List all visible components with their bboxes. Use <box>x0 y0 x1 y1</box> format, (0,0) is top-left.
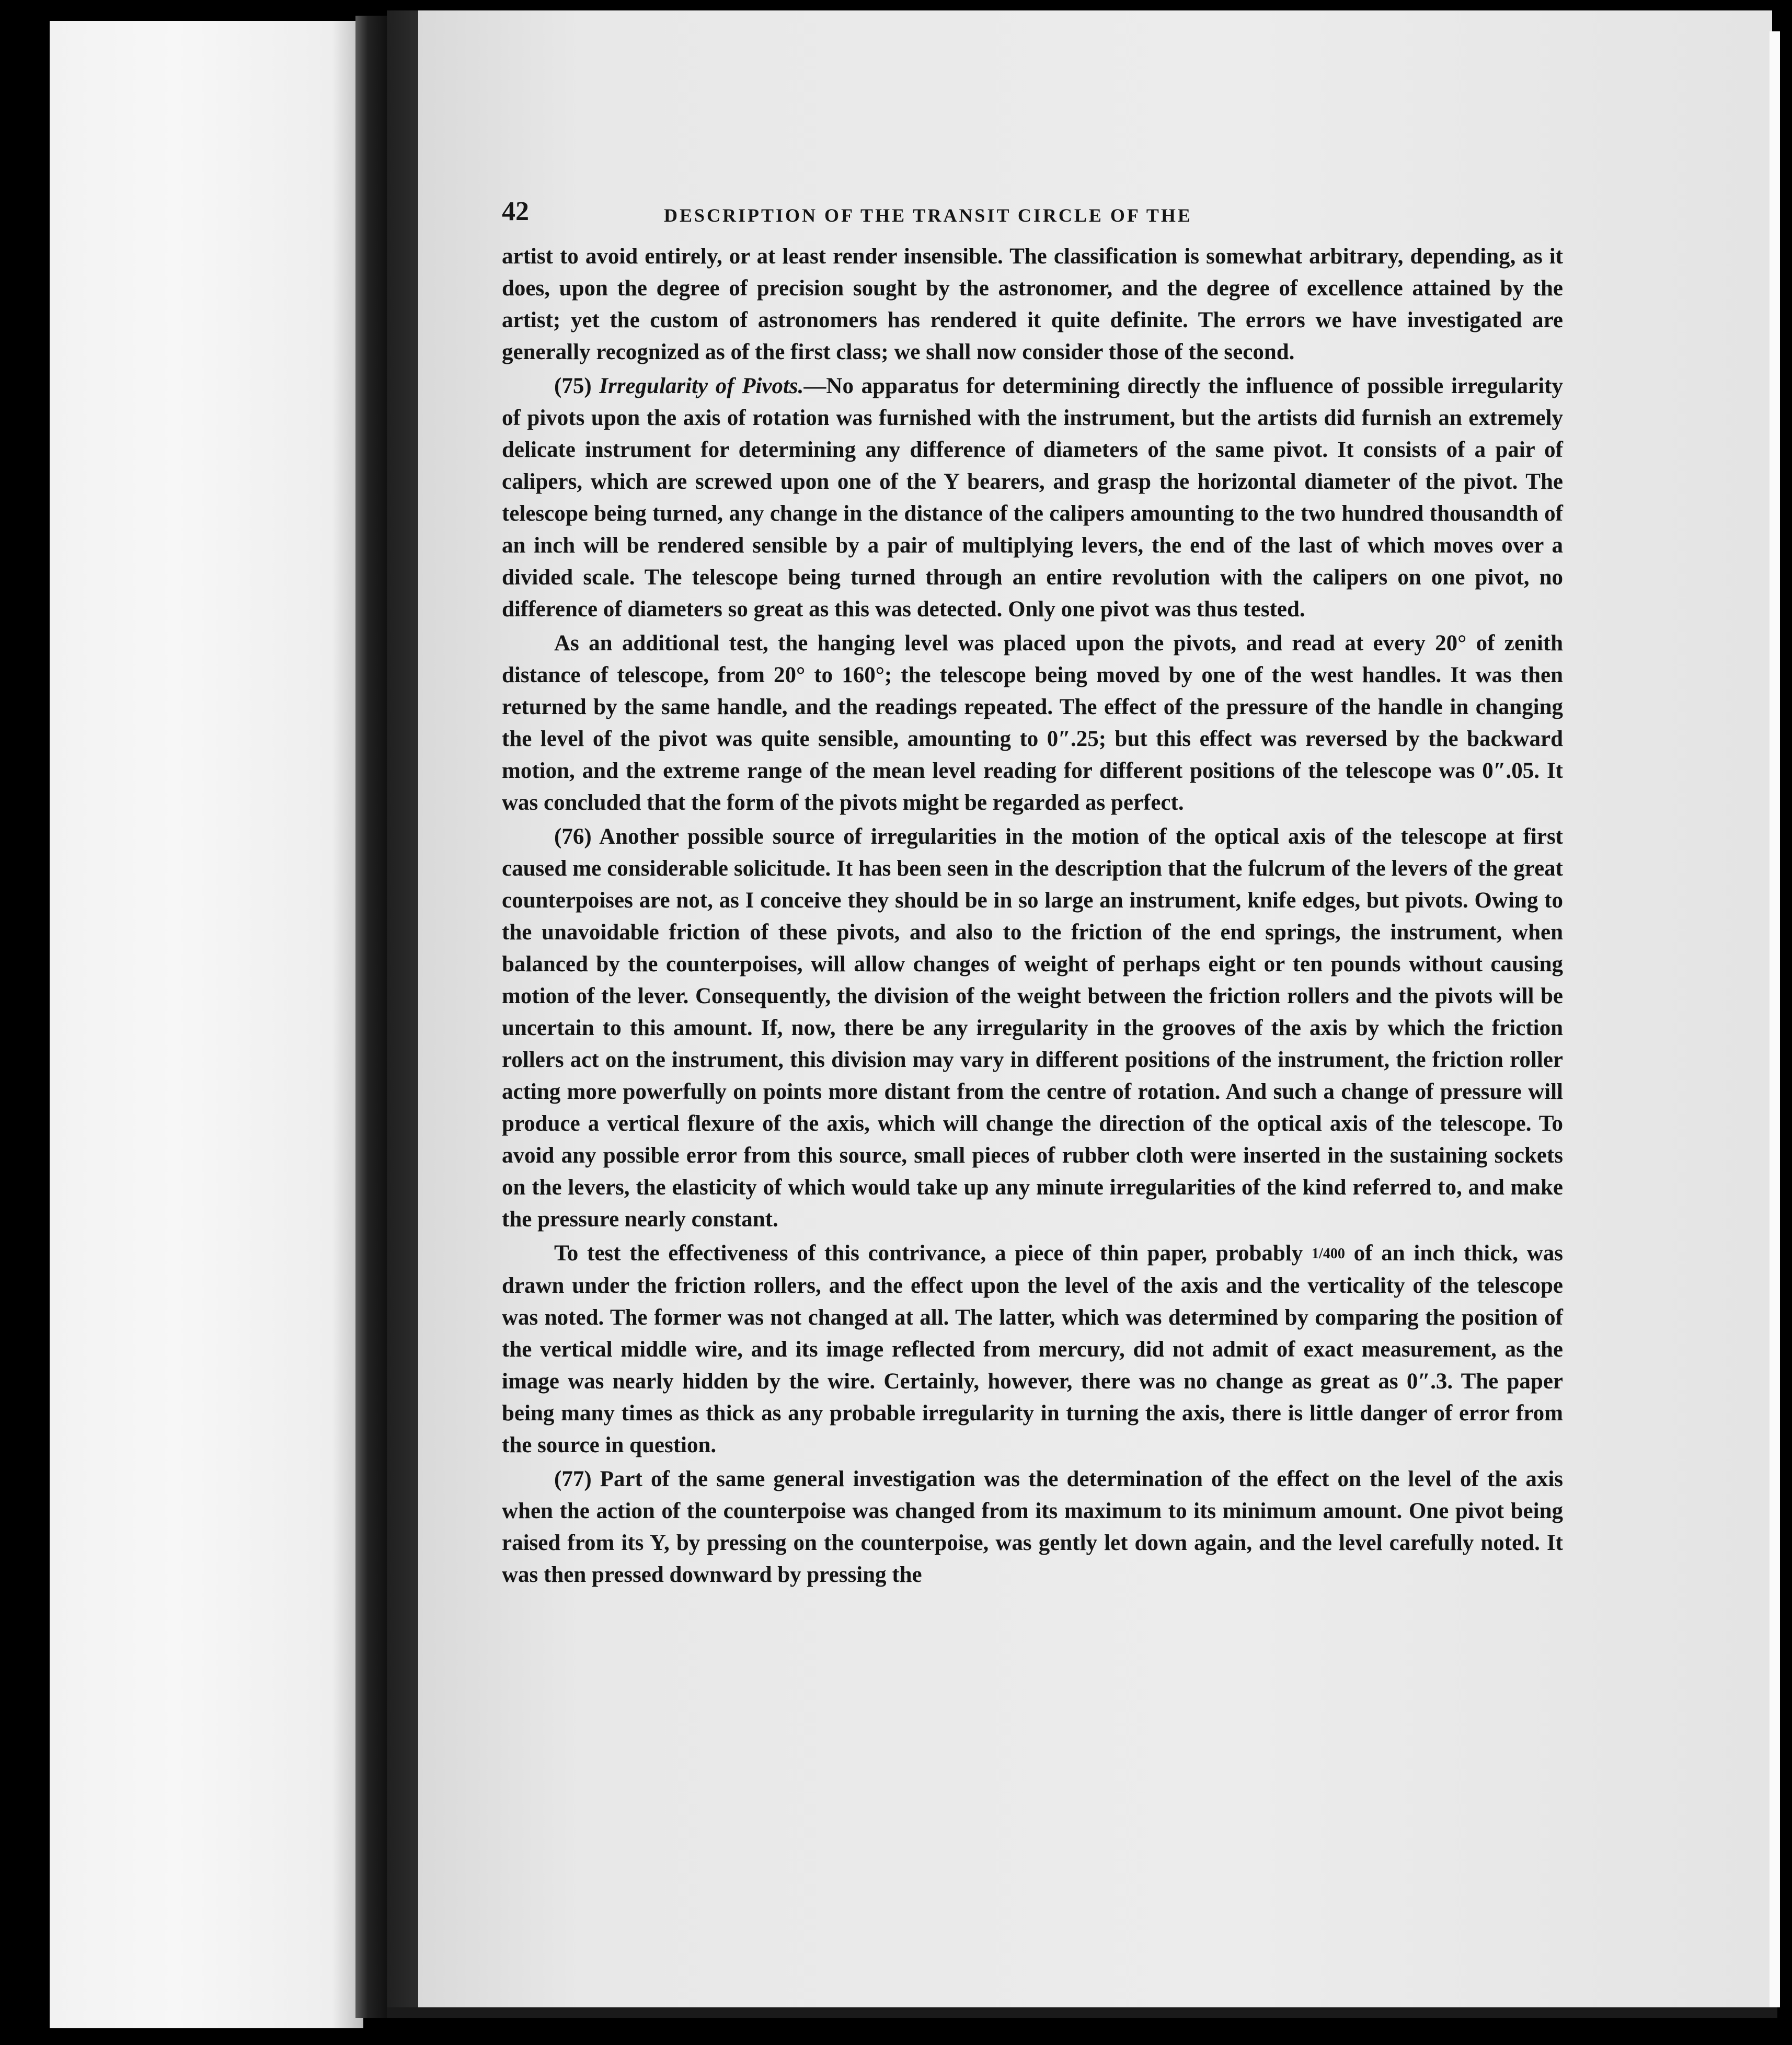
paragraph-rest: of an inch thick, was drawn under the friction rollers, and the effect upon the level of the axis and the verticality of the telescope was noted. The former was not changed at all. The latter, which was determined by comparing the position of the vertical middle wire, and its image reflected from mercury, did not admit of exact measurement, as the image was nearly hidden by the wire. Certainly, however, there was no change as great as 0″.3. The paper being many times as thick as any probable irregularity in turning the axis, there is little danger of error from the source in question. <box>502 1241 1564 1457</box>
paragraph-75 <box>502 370 1563 625</box>
running-title: DESCRIPTION OF THE TRANSIT CIRCLE OF THE <box>664 205 1192 226</box>
paragraph-76: (76) Another possible source of irregularities in the motion of the optical axis of the telescope at first caused me considerable solicitude. It has been seen in the description that the fulcrum of the levers of the great counterpoises are not, as I conceive they should be in so large an instrument, knife edges, but pivots. Owing to the unavoidable friction of these pivots, and also to the friction of the end springs, the instrument, when balanced by the counterpoises, will allow changes of weight of perhaps eight or ten pounds without causing motion of the lever. Consequently, the division of the weight between the friction rollers and the pivots will be uncertain to this amount. If, now, there be any irregularity in the grooves of the axis by which the friction rollers act on the instrument, this division may vary in different positions of the instrument, the friction roller acting more powerfully on points more distant from the centre of rotation. And such a change of pressure will produce a vertical flexure of the axis, which will change the direction of the optical axis of the telescope. To avoid any possible error from this source, small pieces of rubber cloth were inserted in the sustaining sockets on the levers, the elasticity of which would take up any minute irregularities of the kind referred to, and make the pressure nearly constant. <box>502 824 1563 1232</box>
running-head <box>502 193 1563 235</box>
section-number: (75) <box>554 374 592 398</box>
paragraph-continuation: artist to avoid entirely, or at least render insensible. The classification is somewhat arbitrary, depending, as it does, upon the degree of precision sought by the astronomer, and the degree of excellence attained by the artist; yet the custom of astronomers has rendered it quite definite. The errors we have investigated are generally recognized as of the first class; we shall now consider those of the second. <box>502 244 1563 364</box>
section-heading: Irregularity of Pivots. <box>599 374 804 398</box>
paragraph-additional-test: As an additional test, the hanging level was placed upon the pivots, and read at every 20° of zenith distance of telescope, from 20° to 160°; the telescope being moved by one of the west handles. It was then returned by the same handle, and the readings repeated. The effect of the pressure of the handle in changing the level of the pivot was quite sensible, amounting to 0″.25; but this effect was reversed by the backward motion, and the extreme range of the mean level reading for different positions of the telescope was 0″.05. It was concluded that the form of the pivots might be regarded as perfect. <box>502 631 1563 815</box>
paragraph-test-effectiveness <box>502 1237 1563 1461</box>
paragraph-start: To test the effectiveness of this contrivance, a piece of thin paper, probably <box>554 1241 1303 1266</box>
page-gutter <box>387 10 418 2013</box>
fraction: 1/400 <box>1312 1246 1345 1262</box>
bottom-border <box>387 2007 1777 2018</box>
page-text-block <box>502 193 1563 1593</box>
paragraph-77: (77) Part of the same general investigation was the determination of the effect on the level of the axis when the action of the counterpoise was changed from its maximum to its minimum amount. One pivot being raised from its Y, by pressing on the counterpoise, was gently let down again, and the level carefully noted. It was then pressed downward by pressing the <box>502 1467 1563 1587</box>
paragraph-body: —No apparatus for determining directly the influence of possible irregularity of pivots upon the axis of rotation was furnished with the instrument, but the artists did furnish an extremely delicate instrument for determining any difference of diameters of the same pivot. It consists of a pair of calipers, which are screwed upon one of the Y bearers, and grasp the horizontal diameter of the pivot. The telescope being turned, any change in the distance of the calipers amounting to the two hundred thousandth of an inch will be rendered sensible by a pair of multiplying levers, the end of the last of which moves over a divided scale. The telescope being turned through an entire revolution with the calipers on one pivot, no difference of diameters so great as this was detected. Only one pivot was thus tested. <box>502 374 1563 622</box>
page-number: 42 <box>502 197 529 226</box>
page-edge <box>1770 31 1780 2007</box>
facing-blank-page <box>50 21 363 2028</box>
book-spine <box>355 16 387 2018</box>
